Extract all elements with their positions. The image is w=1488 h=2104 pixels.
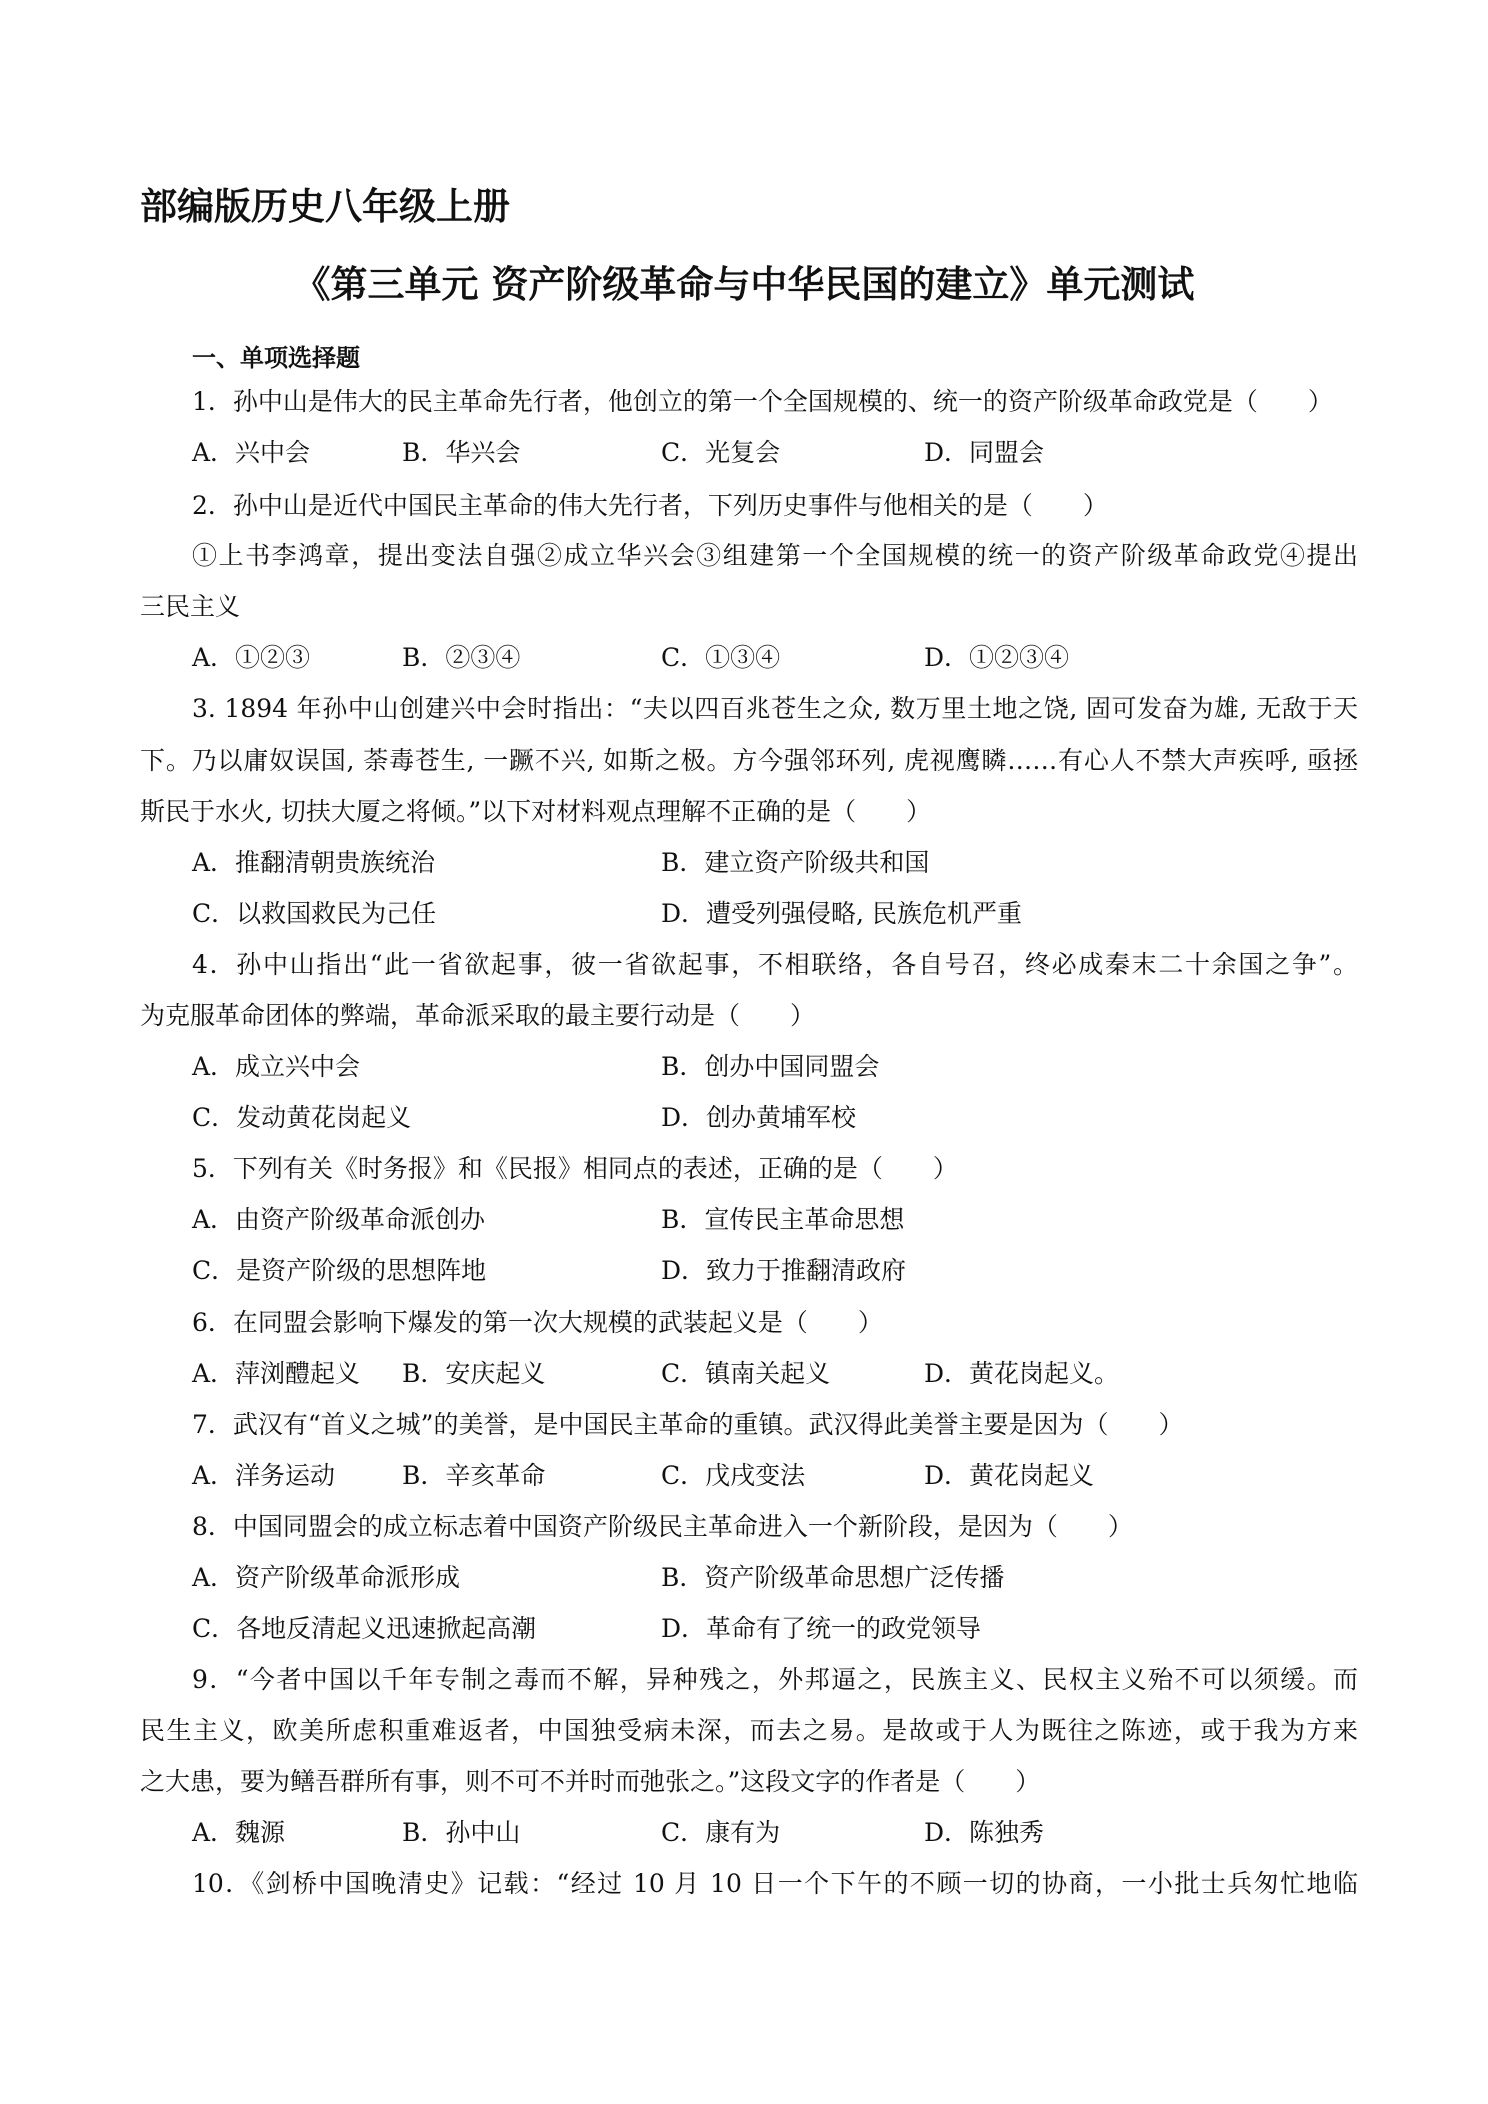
question-stem: 9．“今者中国以千年专制之毒而不解，异种残之，外邦逼之，民族主义、民权主义殆不可以须缓。而 — [192, 1665, 1358, 1694]
question-stem-line: 三民主义 — [140, 592, 241, 621]
question-stem: 7．武汉有“首义之城”的美誉，是中国民主革命的重镇。武汉得此美誉主要是因为（ ） — [192, 1410, 1184, 1439]
option-b: B．华兴会 — [402, 438, 521, 467]
question-stem: 8．中国同盟会的成立标志着中国资产阶级民主革命进入一个新阶段，是因为（ ） — [192, 1512, 1133, 1541]
option-d: D．黄花岗起义。 — [924, 1359, 1120, 1388]
question-stem: 1．孙中山是伟大的民主革命先行者，他创立的第一个全国规模的、统一的资产阶级革命政党是（ ） — [192, 387, 1333, 416]
option-c: C．各地反清起义迅速掀起高潮 — [192, 1614, 537, 1643]
option-c: C．①③④ — [661, 643, 781, 672]
option-b: B．资产阶级革命思想广泛传播 — [661, 1563, 1005, 1592]
document-title: 部编版历史八年级上册 — [140, 185, 510, 228]
option-b: B．宣传民主革命思想 — [661, 1205, 905, 1234]
option-a: A．洋务运动 — [192, 1461, 336, 1490]
option-d: D．陈独秀 — [924, 1818, 1045, 1847]
option-a: A．推翻清朝贵族统治 — [192, 848, 436, 877]
question-stem-line: 为克服革命团体的弊端，革命派采取的最主要行动是（ ） — [140, 1001, 816, 1030]
question-stem: 10．《剑桥中国晚清史》记载：“经过 10 月 10 日一个下午的不顾一切的协商，一小批士兵匆忙地临 — [192, 1869, 1358, 1898]
question-stem-line: ①上书李鸿章，提出变法自强②成立华兴会③组建第一个全国规模的统一的资产阶级革命政党④提出 — [192, 541, 1358, 570]
option-b: B．②③④ — [402, 643, 521, 672]
question-stem-line: 之大患，要为鳝吾群所有事，则不可不并时而弛张之。”这段文字的作者是（ ） — [140, 1767, 1041, 1796]
option-c: C．是资产阶级的思想阵地 — [192, 1256, 487, 1285]
question-stem-line: 民生主义，欧美所虑积重难返者，中国独受病未深，而去之易。是故或于人为既往之陈迹，或于我为方来 — [140, 1716, 1358, 1745]
question-stem: 4．孙中山指出“此一省欲起事，彼一省欲起事，不相联络，各自号召，终必成秦末二十余国之争”。 — [192, 950, 1358, 979]
option-b: B．建立资产阶级共和国 — [661, 848, 930, 877]
option-a: A．资产阶级革命派形成 — [192, 1563, 461, 1592]
option-d: D．①②③④ — [924, 643, 1070, 672]
option-d: D．创办黄埔军校 — [661, 1103, 857, 1132]
option-c: C．戊戌变法 — [661, 1461, 806, 1490]
question-stem: 6．在同盟会影响下爆发的第一次大规模的武装起义是（ ） — [192, 1308, 883, 1337]
option-b: B．安庆起义 — [402, 1359, 546, 1388]
option-c: C．发动黄花岗起义 — [192, 1103, 412, 1132]
option-a: A．①②③ — [192, 643, 311, 672]
option-c: C．光复会 — [661, 438, 781, 467]
section-heading: 一、单项选择题 — [192, 344, 360, 372]
option-a: A．由资产阶级革命派创办 — [192, 1205, 486, 1234]
option-d: D．同盟会 — [924, 438, 1045, 467]
option-c: C．镇南关起义 — [661, 1359, 831, 1388]
option-b: B．创办中国同盟会 — [661, 1052, 880, 1081]
option-c: C．康有为 — [661, 1818, 781, 1847]
option-d: D．遭受列强侵略, 民族危机严重 — [661, 899, 1022, 928]
option-a: A．成立兴中会 — [192, 1052, 361, 1081]
option-a: A．萍浏醴起义 — [192, 1359, 361, 1388]
question-stem: 3. 1894 年孙中山创建兴中会时指出：“夫以四百兆苍生之众, 数万里土地之饶, 固可发奋为雄, 无敌于天 — [192, 694, 1358, 723]
question-stem-line: 下。乃以庸奴误国, 荼毒苍生, 一蹶不兴, 如斯之极。方今强邻环列, 虎视鹰瞵……有心人不禁大声疾呼, 亟拯 — [140, 746, 1358, 775]
option-c: C．以救国救民为己任 — [192, 899, 437, 928]
option-d: D．致力于推翻清政府 — [661, 1256, 907, 1285]
question-stem: 5．下列有关《时务报》和《民报》相同点的表述，正确的是（ ） — [192, 1154, 958, 1183]
option-a: A．兴中会 — [192, 438, 311, 467]
question-stem: 2．孙中山是近代中国民主革命的伟大先行者，下列历史事件与他相关的是（ ） — [192, 491, 1108, 520]
option-d: D．黄花岗起义 — [924, 1461, 1095, 1490]
document-subtitle: 《第三单元 资产阶级革命与中华民国的建立》单元测试 — [293, 263, 1195, 306]
option-a: A．魏源 — [192, 1818, 286, 1847]
option-d: D．革命有了统一的政党领导 — [661, 1614, 982, 1643]
option-b: B．孙中山 — [402, 1818, 521, 1847]
option-b: B．辛亥革命 — [402, 1461, 546, 1490]
question-stem-line: 斯民于水火, 切扶大厦之将倾。”以下对材料观点理解不正确的是（ ） — [140, 797, 932, 826]
